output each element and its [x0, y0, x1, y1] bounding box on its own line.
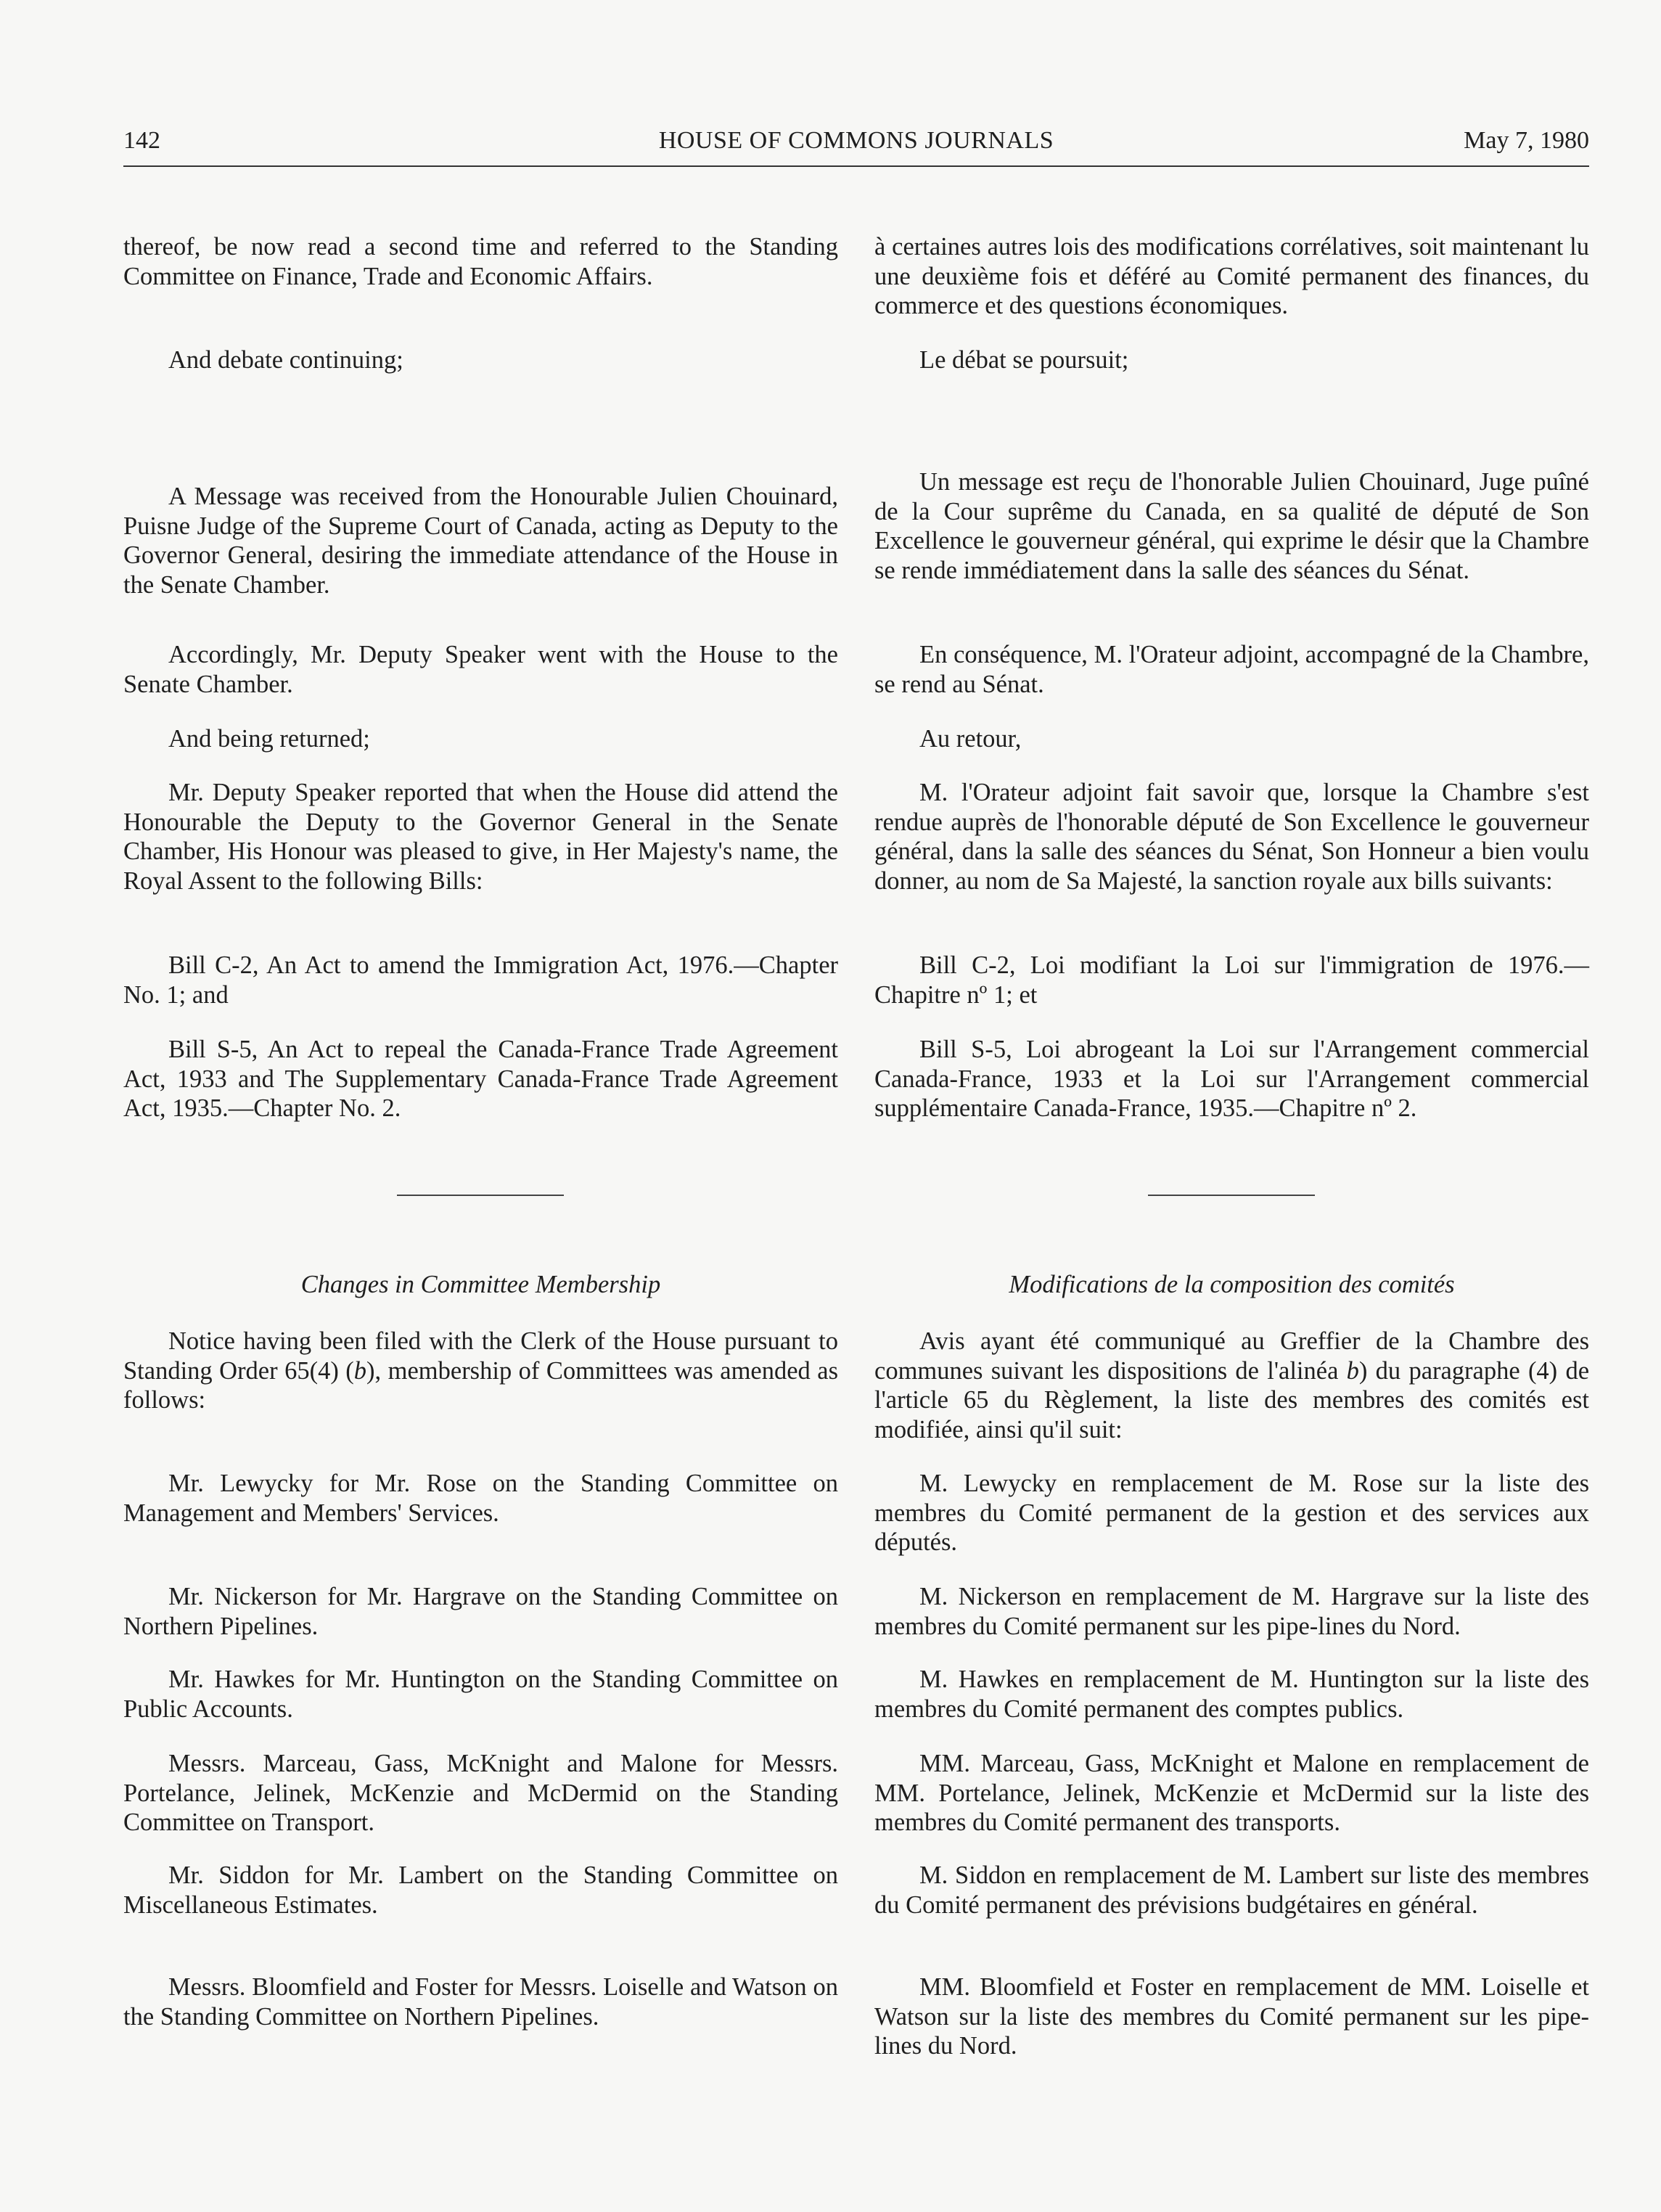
running-header: [123, 125, 1589, 167]
en-continuation-paragraph: thereof, be now read a second time and referred to the Standing Committee on Finance, Trade and Economic Affairs.: [123, 233, 838, 290]
en-membership-change: Mr. Lewycky for Mr. Rose on the Standing Committee on Management and Members' Services.: [123, 1470, 838, 1527]
fr-royal-assent-paragraph: M. l'Orateur adjoint fait savoir que, lorsque la Chambre s'est rendue auprès de l'honorable député de Son Excellence le gouverneur général, dans la salle des séances du Sénat, Son Honneur a bien voulu donner, au nom de Sa Majesté, la sanction royale aux bills suivants:: [874, 779, 1589, 895]
fr-membership-change: MM. Bloomfield et Foster en remplacement de MM. Loiselle et Watson sur la liste des membres du Comité permanent sur les pipe-lines du Nord.: [874, 1973, 1589, 2060]
fr-debate-continuing: Le débat se poursuit;: [919, 346, 1129, 374]
fr-membership-change: M. Lewycky en remplacement de M. Rose sur la liste des membres du Comité permanent de la gestion et des services aux députés.: [874, 1470, 1589, 1556]
fr-message-paragraph: Un message est reçu de l'honorable Julien Chouinard, Juge puîné de la Cour suprême du Canada, en sa qualité de député de Son Excellence le gouverneur général, qui exprime le désir que la Chambre se rende immédiatement dans la salle des séances du Sénat.: [874, 468, 1589, 584]
en-bill-s5: Bill S-5, An Act to repeal the Canada-France Trade Agreement Act, 1933 and The Supplementary Canada-France Trade Agreement Act, 1935.—Chapter No. 2.: [123, 1036, 838, 1122]
fr-membership-change: M. Siddon en remplacement de M. Lambert sur liste des membres du Comité permanent des prévisions budgétaires en général.: [874, 1861, 1589, 1919]
page-number: 142: [123, 127, 160, 154]
fr-membership-change: MM. Marceau, Gass, McKnight et Malone en remplacement de MM. Portelance, Jelinek, McKenzie et McDermid sur la liste des membres du Comité permanent des transports.: [874, 1750, 1589, 1836]
fr-continuation-paragraph: à certaines autres lois des modifications corrélatives, soit maintenant lu une deuxième fois et déféré au Comité permanent des finances, du commerce et des questions économiques.: [874, 233, 1589, 319]
fr-senate-chamber-paragraph: En conséquence, M. l'Orateur adjoint, accompagné de la Chambre, se rend au Sénat.: [874, 641, 1589, 698]
fr-section-divider: [1148, 1195, 1315, 1196]
fr-membership-change: M. Nickerson en remplacement de M. Hargrave sur la liste des membres du Comité permanent sur les pipe-lines du Nord.: [874, 1583, 1589, 1640]
en-bill-c2: Bill C-2, An Act to amend the Immigration Act, 1976.—Chapter No. 1; and: [123, 951, 838, 1009]
fr-bill-c2: Bill C-2, Loi modifiant la Loi sur l'immigration de 1976.—Chapitre nº 1; et: [874, 951, 1589, 1009]
en-membership-change: Mr. Hawkes for Mr. Huntington on the Standing Committee on Public Accounts.: [123, 1666, 838, 1723]
en-senate-chamber-paragraph: Accordingly, Mr. Deputy Speaker went with the House to the Senate Chamber.: [123, 641, 838, 698]
en-notice-paragraph: Notice having been filed with the Clerk of the House pursuant to Standing Order 65(4) (b), membership of Committees was amended as follows:: [123, 1327, 838, 1414]
fr-au-retour: Au retour,: [919, 725, 1022, 753]
en-membership-change: Messrs. Bloomfield and Foster for Messrs. Loiselle and Watson on the Standing Committee on Northern Pipelines.: [123, 1973, 838, 2031]
en-message-paragraph: A Message was received from the Honourable Julien Chouinard, Puisne Judge of the Supreme Court of Canada, acting as Deputy to the Governor General, desiring the immediate attendance of the House in the Senate Chamber.: [123, 483, 838, 599]
en-membership-change: Mr. Siddon for Mr. Lambert on the Standing Committee on Miscellaneous Estimates.: [123, 1861, 838, 1919]
header-date: May 7, 1980: [1464, 127, 1589, 154]
fr-section-heading: Modifications de la composition des comités: [1009, 1271, 1455, 1298]
en-membership-change: Messrs. Marceau, Gass, McKnight and Malone for Messrs. Portelance, Jelinek, McKenzie and McDermid on the Standing Committee on Transport.: [123, 1750, 838, 1836]
fr-membership-change: M. Hawkes en remplacement de M. Huntington sur la liste des membres du Comité permanent des comptes publics.: [874, 1666, 1589, 1723]
en-debate-continuing: And debate continuing;: [168, 346, 403, 374]
journal-title: HOUSE OF COMMONS JOURNALS: [658, 127, 1054, 154]
en-section-heading: Changes in Committee Membership: [300, 1271, 661, 1298]
en-being-returned: And being returned;: [168, 725, 370, 753]
en-section-divider: [397, 1195, 564, 1196]
fr-notice-paragraph: Avis ayant été communiqué au Greffier de la Chambre des communes suivant les dispositions de l'alinéa b) du paragraphe (4) de l'article 65 du Règlement, la liste des membres des comités est modifiée, ainsi qu'il suit:: [874, 1327, 1590, 1443]
en-royal-assent-paragraph: Mr. Deputy Speaker reported that when the House did attend the Honourable the Deputy to the Governor General in the Senate Chamber, His Honour was pleased to give, in Her Majesty's name, the Royal Assent to the following Bills:: [123, 779, 838, 895]
fr-bill-s5: Bill S-5, Loi abrogeant la Loi sur l'Arrangement commercial Canada-France, 1933 et la Loi sur l'Arrangement commercial supplémentaire Canada-France, 1935.—Chapitre nº 2.: [874, 1036, 1589, 1122]
en-membership-change: Mr. Nickerson for Mr. Hargrave on the Standing Committee on Northern Pipelines.: [123, 1583, 838, 1640]
